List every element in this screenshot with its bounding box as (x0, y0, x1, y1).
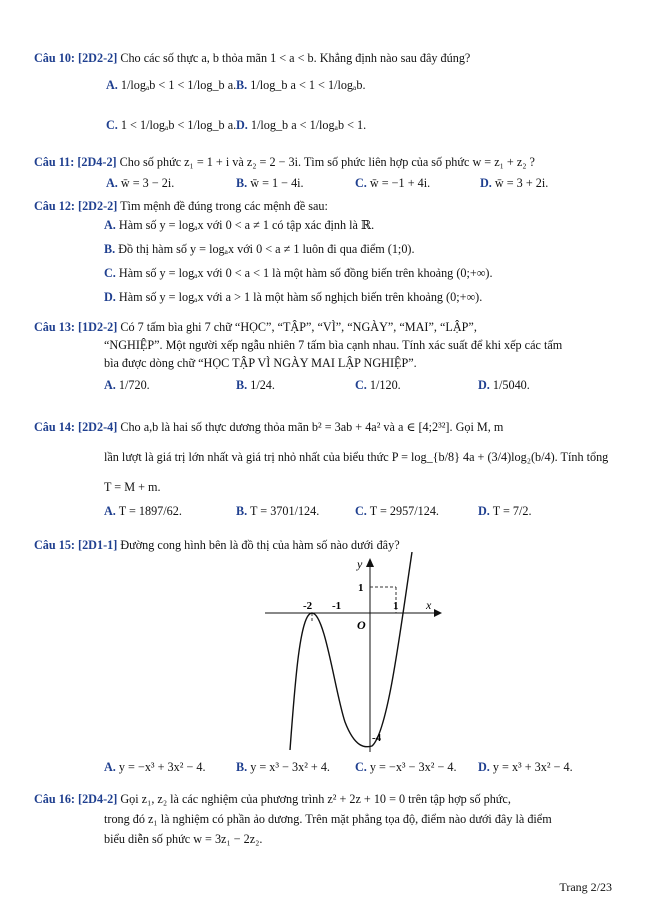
question-13-line-3: bìa được dòng chữ “HỌC TẬP VÌ NGÀY MAI LẬP NGHIỆP”. (104, 356, 417, 370)
option-a: A. w̄ = 3 − 2i. (106, 176, 175, 190)
page-footer: Trang 2/23 (559, 880, 612, 894)
option-a: A. y = −x³ + 3x² − 4. (104, 760, 206, 774)
option-b: B. y = x³ − 3x² + 4. (236, 760, 330, 774)
option-b: B. w̄ = 1 − 4i. (236, 176, 304, 190)
option-b: B. 1/24. (236, 378, 275, 392)
option-c: C. 1/120. (355, 378, 401, 392)
question-13-line-2: “NGHIỆP”. Một người xếp ngẫu nhiên 7 tấm bìa cạnh nhau. Tính xác suất để khi xếp các tấm (104, 338, 563, 352)
question-text: Cho các số thực a, b thỏa mãn 1 < a < b. Khẳng định nào sau đây đúng? (120, 51, 471, 65)
option-c: C. 1 < 1/logₐb < 1/log_b a. (106, 118, 237, 132)
option-c: C. Hàm số y = logₐx với 0 < a < 1 là một hàm số đồng biến trên khoảng (0;+∞). (104, 266, 493, 280)
option-a: A. Hàm số y = logₐx với 0 < a ≠ 1 có tập xác định là ℝ. (104, 218, 375, 232)
y-axis-label: y (357, 557, 363, 571)
option-c: C. T = 2957/124. (355, 504, 439, 518)
question-16: Câu 16: [2D4-2] Gọi z₁, z₂ là các nghiệm của phương trình z² + 2z + 10 = 0 trên tập hợp số phức, (34, 792, 511, 806)
option-a: A. 1/logₐb < 1 < 1/log_b a. (106, 78, 237, 92)
question-14-line-2: lần lượt là giá trị lớn nhất và giá trị nhỏ nhất của biểu thức P = log_{b/8} 4a + (3/4)log₂(b/4). Tính tổng (104, 450, 609, 464)
question-16-line-2: trong đó z₁ là nghiệm có phần ảo dương. Trên mặt phẳng tọa độ, điểm nào dưới đây là điểm (104, 812, 552, 826)
y-axis-arrow (366, 558, 374, 567)
option-c: C. y = −x³ − 3x² − 4. (355, 760, 457, 774)
tick-x-minus-2: -2 (303, 600, 313, 612)
option-d: D. 1/5040. (478, 378, 530, 392)
option-b: B. T = 3701/124. (236, 504, 320, 518)
option-d: D. y = x³ + 3x² − 4. (478, 760, 573, 774)
tick-y-minus-4: -4 (372, 732, 382, 744)
origin-label: O (357, 618, 366, 632)
x-axis-arrow (434, 609, 442, 617)
option-a: A. T = 1897/62. (104, 504, 182, 518)
question-10 (34, 50, 624, 66)
option-d: D. Hàm số y = logₐx với a > 1 là một hàm số nghịch biến trên khoảng (0;+∞). (104, 290, 483, 304)
option-c: C. w̄ = −1 + 4i. (355, 176, 431, 190)
x-axis-label: x (426, 598, 432, 612)
tick-y-1: 1 (358, 582, 364, 594)
option-d: D. w̄ = 3 + 2i. (480, 176, 549, 190)
cubic-curve (290, 552, 412, 750)
option-b: B. Đồ thị hàm số y = logₐx với 0 < a ≠ 1 luôn đi qua điểm (1;0). (104, 242, 415, 256)
function-graph (0, 552, 650, 762)
tick-x-minus-1: -1 (332, 600, 342, 612)
question-14-line-3: T = M + m. (104, 480, 161, 494)
question-number: Câu 10: (34, 51, 75, 65)
question-15: Câu 15: [2D1-1] Đường cong hình bên là đồ thị của hàm số nào dưới đây? (34, 538, 400, 552)
question-13: Câu 13: [1D2-2] Có 7 tấm bìa ghi 7 chữ “HỌC”, “TẬP”, “VÌ”, “NGÀY”, “MAI”, “LẬP”, (34, 320, 477, 334)
option-a: A. 1/720. (104, 378, 150, 392)
option-d: D. T = 7/2. (478, 504, 532, 518)
option-d: D. 1/log_b a < 1/logₐb < 1. (236, 118, 367, 132)
question-14: Câu 14: [2D2-4] Cho a,b là hai số thực dương thỏa mãn b² = 3ab + 4a² và a ∈ [4;2³²]. Gọi M, m (34, 420, 504, 434)
option-b: B. 1/log_b a < 1 < 1/logₐb. (236, 78, 366, 92)
tick-x-1: 1 (393, 600, 399, 612)
question-11: Câu 11: [2D4-2] Cho số phức z₁ = 1 + i và z₂ = 2 − 3i. Tìm số phức liên hợp của số phức w = z₁ + z₂ ? (34, 155, 535, 169)
question-16-line-3: biểu diễn số phức w = 3z₁ − 2z₂. (104, 832, 263, 846)
question-tag: [2D2-2] (78, 51, 118, 65)
question-12: Câu 12: [2D2-2] Tìm mệnh đề đúng trong các mệnh đề sau: (34, 199, 328, 213)
